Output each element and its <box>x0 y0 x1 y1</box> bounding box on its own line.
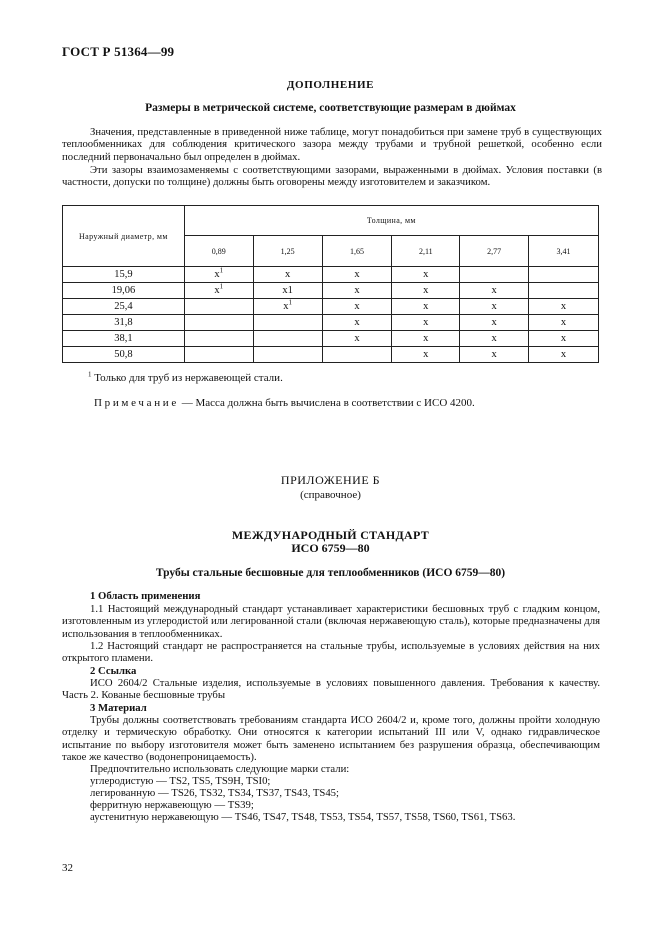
table-row <box>63 315 599 331</box>
appendix-title: ПРИЛОЖЕНИЕ Б <box>280 473 381 487</box>
table-row <box>63 299 599 315</box>
table-cell <box>529 267 599 283</box>
table-cell <box>392 331 460 347</box>
diameter-cell: 38,1 <box>63 331 185 347</box>
table-cell <box>392 299 460 315</box>
table-cell <box>460 299 529 315</box>
diameter-cell: 31,8 <box>63 315 185 331</box>
steel-grade-carbon: углеродистую — TS2, TS5, TS9H, TSI0; <box>90 775 271 787</box>
cell-value: x <box>354 269 360 280</box>
cell-value: x <box>423 333 429 344</box>
table-cell <box>529 299 599 315</box>
table-body <box>63 267 599 363</box>
table-cell <box>529 347 599 363</box>
cell-value: x <box>354 333 360 344</box>
table-cell <box>529 331 599 347</box>
footnote-mark: 1 <box>219 266 224 275</box>
cell-value: x <box>354 301 360 312</box>
table-cell <box>322 267 392 283</box>
section-1-paragraph-1: 1.1 Настоящий международный стандарт устанавливает характеристики бесшовных труб с гладким концом, изготовленным из углеродистой или легированной стали (включая нержавеющую сталь), которые предназначены для использования в теплообменниках. <box>62 603 600 640</box>
cell-value: x <box>560 333 567 344</box>
table-row <box>63 347 599 363</box>
cell-value: x <box>491 333 497 344</box>
table-cell <box>322 347 392 363</box>
dimensions-table <box>62 205 599 363</box>
table-row <box>63 283 599 299</box>
cell-value: x <box>491 349 497 360</box>
table-header-row <box>63 206 599 236</box>
document-header-id: ГОСТ Р 51364—99 <box>62 44 175 59</box>
table-cell <box>253 315 322 331</box>
section-2-heading: 2 Ссылка <box>90 665 137 677</box>
addendum-paragraph-2: Эти зазоры взаимозаменяемы с соответствующими зазорами, выраженными в дюймах. Условия поставки (в частности, допуски по толщине) должны быть оговорены между изготовителем и заказчиком. <box>62 164 602 189</box>
cell-value: x <box>214 269 220 280</box>
table-cell <box>392 283 460 299</box>
cell-value: x <box>423 269 429 280</box>
table-cell <box>253 283 322 299</box>
table-cell <box>322 331 392 347</box>
addendum-title: ДОПОЛНЕНИЕ <box>286 79 375 91</box>
diameter-cell: 19,06 <box>63 283 185 299</box>
standard-code: ИСО 6759—80 <box>291 541 370 555</box>
table-cell <box>392 267 460 283</box>
section-3-paragraph-1: Трубы должны соответствовать требованиям стандарта ИСО 2604/2 и, кроме того, должны пройти холодную отделку и термическую обработку. Они относятся к категории испытаний III или V, однако гидравлическое испытание по выбору изготовителя может быть заменено испытанием без разрушения образца, обеспечивающим такое же качество (водонепроницаемость). <box>62 714 600 763</box>
table-cell <box>392 315 460 331</box>
steel-grade-alloy: легированную — TS26, TS32, TS34, TS37, TS43, TS45; <box>90 787 339 799</box>
table-cell <box>322 283 392 299</box>
table-cell <box>184 315 253 331</box>
table-cell <box>184 283 253 299</box>
thickness-header-cell: 0,89 <box>184 236 253 267</box>
note-text: — Масса должна быть вычислена в соответствии с ИСО 4200. <box>178 397 475 409</box>
table-cell <box>529 315 599 331</box>
appendix-subtitle: (справочное) <box>300 489 361 501</box>
table-cell <box>184 347 253 363</box>
table-cell <box>322 299 392 315</box>
cell-value: x1 <box>282 285 293 296</box>
table-row <box>63 267 599 283</box>
cell-value: x <box>423 301 429 312</box>
cell-value: x <box>354 285 360 296</box>
page-number: 32 <box>62 862 73 874</box>
thickness-header-cell: 1,25 <box>253 236 322 267</box>
table-note <box>94 397 475 409</box>
table-cell <box>460 315 529 331</box>
footnote-mark: 1 <box>288 298 292 307</box>
table-cell <box>392 347 460 363</box>
table-cell <box>184 331 253 347</box>
cell-value: x <box>283 301 289 312</box>
cell-value: x <box>284 269 291 280</box>
diameter-cell: 25,4 <box>63 299 185 315</box>
cell-value: x <box>214 285 220 296</box>
cell-value: x <box>491 285 497 296</box>
cell-value: x <box>560 349 567 360</box>
table-cell <box>253 331 322 347</box>
section-1-paragraph-2: 1.2 Настоящий стандарт не распространяется на стальные трубы, используемые в условиях действия на них открытого пламени. <box>62 640 600 665</box>
table-cell <box>460 347 529 363</box>
addendum-subtitle: Размеры в метрической системе, соответствующие размерам в дюймах <box>145 102 516 114</box>
table-cell <box>184 267 253 283</box>
cell-value: x <box>423 285 429 296</box>
section-3-paragraph-2: Предпочтительно использовать следующие марки стали: <box>90 763 350 775</box>
table-cell <box>460 283 529 299</box>
cell-value: x <box>491 301 497 312</box>
steel-grade-ferritic: ферритную нержавеющую — TS39; <box>90 799 254 811</box>
section-3-heading: 3 Материал <box>90 702 147 714</box>
steel-grade-austenitic: аустенитную нержавеющую — TS46, TS47, TS48, TS53, TS54, TS57, TS58, TS60, TS61, TS63. <box>90 811 516 823</box>
table-cell <box>184 299 253 315</box>
header-outer-diameter: Наружный диаметр, мм <box>63 206 185 267</box>
cell-value: x <box>560 301 567 312</box>
thickness-header-cell: 2,77 <box>460 236 529 267</box>
cell-value: x <box>560 317 567 328</box>
table-cell <box>253 347 322 363</box>
table-cell <box>253 299 322 315</box>
header-thickness: Толщина, мм <box>184 206 598 236</box>
footnote-mark: 1 <box>219 282 224 291</box>
note-label: Примечание <box>94 397 179 409</box>
cell-value: x <box>491 317 497 328</box>
table-row <box>63 331 599 347</box>
table-cell <box>529 283 599 299</box>
thickness-header-cell: 3,41 <box>529 236 599 267</box>
thickness-header-cell: 2,11 <box>392 236 460 267</box>
standard-document-title: Трубы стальные бесшовные для теплообменников (ИСО 6759—80) <box>155 567 506 579</box>
footnote-text: Только для труб из нержавеющей стали. <box>94 372 283 384</box>
diameter-cell: 50,8 <box>63 347 185 363</box>
footnote-mark: 1 <box>88 370 92 379</box>
cell-value: x <box>354 317 360 328</box>
diameter-cell: 15,9 <box>63 267 185 283</box>
table-cell <box>253 267 322 283</box>
section-2-paragraph: ИСО 2604/2 Стальные изделия, используемые в условиях повышенного давления. Требования к качеству. Часть 2. Кованые бесшовные трубы <box>62 677 600 702</box>
table-cell <box>460 267 529 283</box>
table-cell <box>460 331 529 347</box>
cell-value: x <box>423 317 429 328</box>
thickness-header-cell: 1,65 <box>322 236 392 267</box>
section-1-heading: 1 Область применения <box>90 590 201 602</box>
addendum-paragraph-1: Значения, представленные в приведенной ниже таблице, могут понадобиться при замене труб в существующих теплообменниках для соблюдения критического зазора между трубами и трубной решеткой, особенно если последний первоначально был определен в дюймах. <box>62 126 602 163</box>
standard-title: МЕЖДУНАРОДНЫЙ СТАНДАРТ <box>231 528 430 542</box>
table-cell <box>322 315 392 331</box>
cell-value: x <box>423 349 429 360</box>
table-footnote <box>88 372 283 384</box>
